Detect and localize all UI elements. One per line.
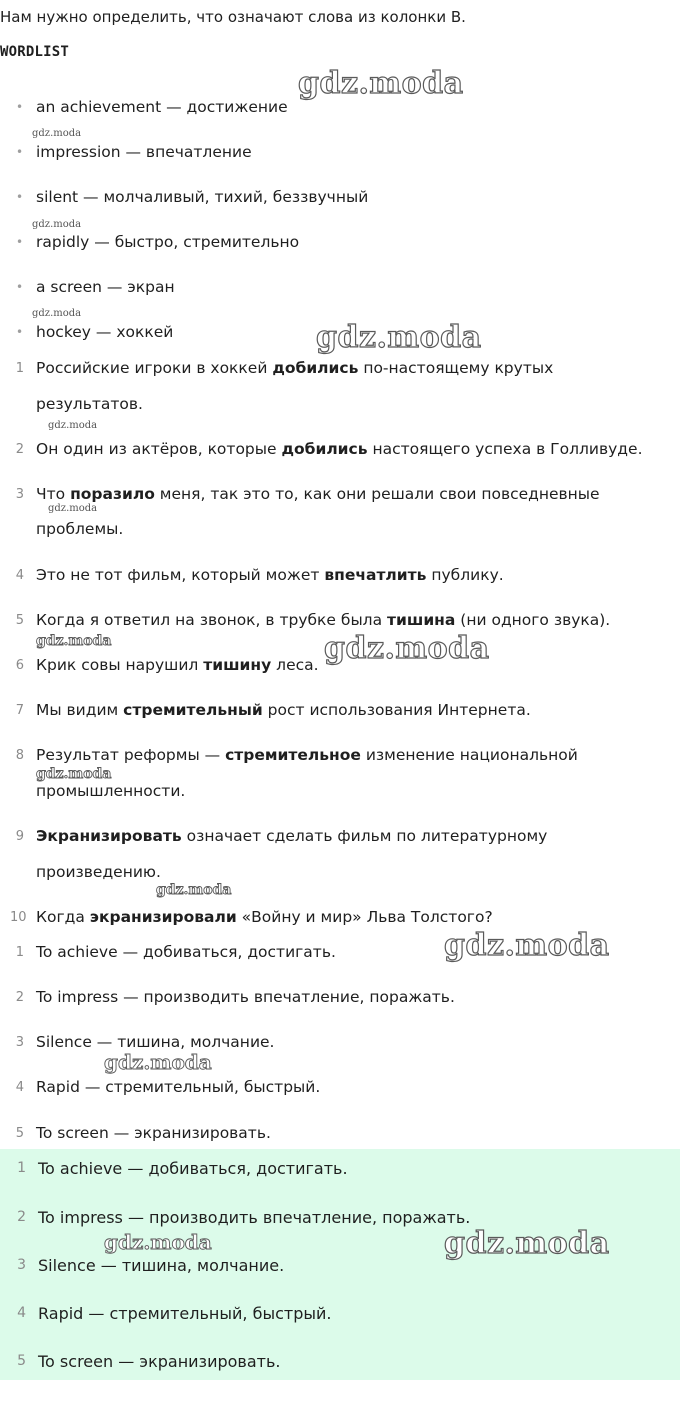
answer-number: 4 <box>15 1080 24 1095</box>
answer-line: To screen — экранизировать. <box>38 1352 281 1371</box>
sentence-line: проблемы. <box>36 520 124 538</box>
sentence-line: Что поразило меня, так это то, как они решали свои повседневные <box>36 485 600 503</box>
answer-line: To achieve — добиваться, достигать. <box>36 943 336 961</box>
answer-number: 2 <box>15 990 24 1005</box>
sentence-line: Крик совы нарушил тишину леса. <box>36 656 319 674</box>
highlighted-answer-box <box>0 1149 680 1380</box>
answer-number: 1 <box>15 945 24 960</box>
watermark-logo: gdz.moda <box>324 631 490 666</box>
answer-number: 1 <box>17 1160 26 1176</box>
watermark-logo: gdz.moda <box>316 320 482 355</box>
answer-number: 4 <box>17 1305 26 1321</box>
watermark-logo: gdz.moda <box>156 882 232 898</box>
sentence-number: 4 <box>15 568 24 583</box>
wordlist-heading: WORDLIST <box>0 44 70 60</box>
sentence-number: 8 <box>15 748 24 763</box>
answer-line: Rapid — стремительный, быстрый. <box>36 1078 321 1096</box>
sentence-number: 1 <box>15 361 24 376</box>
sentence-line: Это не тот фильм, который может впечатлить публику. <box>36 566 504 584</box>
sentence-line: Он один из актёров, которые добились настоящего успеха в Голливуде. <box>36 440 643 458</box>
watermark-logo: gdz.moda <box>48 420 98 431</box>
watermark-logo: gdz.moda <box>104 1050 212 1074</box>
word-item: • hockey — хоккей <box>18 323 173 341</box>
sentence-line: Результат реформы — стремительное изменение национальной <box>36 746 578 764</box>
answer-line: Rapid — стремительный, быстрый. <box>38 1304 332 1323</box>
sentence-number: 6 <box>15 658 24 673</box>
sentence-line: Мы видим стремительный рост использования Интернета. <box>36 701 531 719</box>
sentence-number: 7 <box>15 703 24 718</box>
answer-number: 3 <box>15 1035 24 1050</box>
sentence-line: промышленности. <box>36 782 186 800</box>
sentence-number: 9 <box>15 829 24 844</box>
answer-line: To impress — производить впечатление, поражать. <box>36 988 455 1006</box>
answer-number: 2 <box>17 1209 26 1225</box>
intro-text: Нам нужно определить, что означают слова из колонки B. <box>0 8 466 26</box>
watermark-logo: gdz.moda <box>444 928 610 963</box>
word-item: • an achievement — достижение <box>18 98 288 116</box>
word-item: • silent — молчаливый, тихий, беззвучный <box>18 188 368 206</box>
sentence-number: 3 <box>15 487 24 502</box>
watermark-logo: gdz.moda <box>48 503 98 514</box>
sentence-line: Когда экранизировали «Войну и мир» Льва Толстого? <box>36 908 493 926</box>
watermark-logo: gdz.moda <box>32 219 82 230</box>
watermark-logo: gdz.moda <box>104 1230 212 1254</box>
sentence-number: 10 <box>10 910 27 925</box>
answer-number: 5 <box>17 1353 26 1369</box>
answer-line: To impress — производить впечатление, поражать. <box>38 1208 471 1227</box>
sentence-line: Когда я ответил на звонок, в трубке была тишина (ни одного звука). <box>36 611 611 629</box>
answer-line: Silence — тишина, молчание. <box>38 1256 285 1275</box>
watermark-logo: gdz.moda <box>32 308 82 319</box>
word-item: • a screen — экран <box>18 278 175 296</box>
word-item: • impression — впечатление <box>18 143 252 161</box>
watermark-logo: gdz.moda <box>36 766 112 782</box>
answer-line: To screen — экранизировать. <box>36 1124 271 1142</box>
watermark-logo: gdz.moda <box>444 1226 610 1261</box>
answer-line: Silence — тишина, молчание. <box>36 1033 275 1051</box>
sentence-line: Российские игроки в хоккей добились по-настоящему крутых <box>36 359 554 377</box>
watermark-logo: gdz.moda <box>298 66 464 101</box>
word-item: • rapidly — быстро, стремительно <box>18 233 299 251</box>
answer-number: 5 <box>15 1126 24 1141</box>
answer-number: 3 <box>17 1257 26 1273</box>
answer-line: To achieve — добиваться, достигать. <box>38 1159 348 1178</box>
sentence-number: 5 <box>15 613 24 628</box>
sentence-line: результатов. <box>36 395 143 413</box>
sentence-line: Экранизировать означает сделать фильм по литературному <box>36 827 548 845</box>
sentence-line: произведению. <box>36 863 161 881</box>
watermark-logo: gdz.moda <box>36 633 112 649</box>
watermark-logo: gdz.moda <box>32 128 82 139</box>
sentence-number: 2 <box>15 442 24 457</box>
